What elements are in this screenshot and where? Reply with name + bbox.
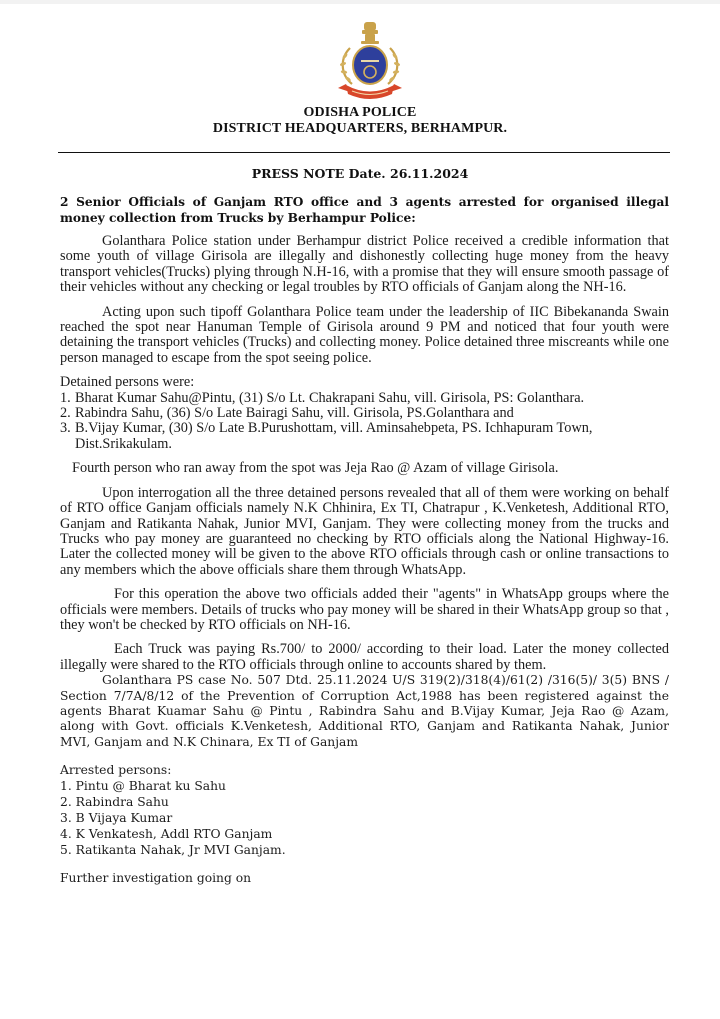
- list-number: 1.: [60, 389, 71, 406]
- org-name: ODISHA POLICE: [303, 105, 417, 120]
- paragraph-payment: Each Truck was paying Rs.700/ to 2000/ according to their load. Later the money collected illegally were shared to the RTO officials through online to accounts shared by them.: [60, 641, 669, 673]
- list-text: B.Vijay Kumar, (30) S/o Late B.Purushottam, vill. Aminsahebpeta, PS. Ichhapuram Town, Dist.Srikakulam.: [75, 420, 593, 452]
- list-item: 2. Rabindra Sahu: [60, 795, 169, 810]
- odisha-police-emblem-icon: [328, 18, 412, 100]
- closing-line: Further investigation going on: [60, 871, 252, 886]
- spacer: [60, 858, 669, 870]
- paragraph-tipoff: Golanthara Police station under Berhampur district Police received a credible information that some youth of village Girisola are illegally and dishonestly collecting huge money from the heavy transport vehicles(Trucks) plying through N.H-16, with a promise that they will ensure smooth passage of their vehicles without any checking or legal troubles by RTO officials of Ganjam along the NH-16.: [60, 233, 669, 296]
- detained-title: Detained persons were:: [60, 374, 195, 391]
- list-number: 3.: [60, 420, 71, 437]
- arrested-list: [60, 778, 669, 858]
- press-note-title: PRESS NOTE Date. 26.11.2024: [251, 166, 469, 181]
- list-text: Bharat Kumar Sahu@Pintu, (31) S/o Lt. Chakrapani Sahu, vill. Girisola, PS: Golanthara.: [75, 389, 585, 406]
- paragraph-case: Golanthara PS case No. 507 Dtd. 25.11.2024 U/S 319(2)/318(4)/61(2) /316(5)/ 3(5) BNS / Section 7/7A/8/12 of the Prevention of Corruption Act,1988 has been registered against the agents Bharat Kuamar Sahu @ Pintu , Rabindra Sahu and B.Vijay Kumar, Jeja Rao @ Azam, along with Govt. officials K.Venketesh, Additional RTO, Ganjam and Ratikanta Nahak, Junior MVI, Ganjam and N.K Chinara, Ex TI of Ganjam: [60, 673, 669, 749]
- list-text: Rabindra Sahu, (36) S/o Late Bairagi Sahu, vill. Girisola, PS.Golanthara and: [75, 405, 514, 422]
- list-item: [60, 391, 669, 406]
- press-note-body: [60, 194, 669, 886]
- list-item: [60, 406, 669, 421]
- paragraph-interrogation: Upon interrogation all the three detained persons revealed that all of them were working on behalf of RTO office Ganjam officials namely N.K Chhinira, Ex TI, Chatrapur , K.Venketesh, Additional RTO, Ganjam and Ratikanta Nahak, Junior MVI, Ganjam. They were collecting money from the trucks and Trucks who pay money are guaranteed no checking by RTO officials along the National Highway-16. Later the collected money will be given to the above RTO officials through cash or online transactions to any members which the above officials share them through WhatsApp.: [60, 484, 669, 578]
- paragraph-whatsapp: For this operation the above two officials added their "agents" in WhatsApp groups where the officials were members. Details of trucks who pay money will be shared in their WhatsApp group so that , they won't be checked by RTO officials on NH-16.: [60, 586, 669, 633]
- list-item: 4. K Venkatesh, Addl RTO Ganjam: [60, 827, 273, 842]
- spacer: [60, 750, 669, 762]
- header-divider: [58, 152, 670, 153]
- paragraph-fourth-person: Fourth person who ran away from the spot was Jeja Rao @ Azam of village Girisola.: [72, 460, 559, 477]
- list-number: 2.: [60, 405, 71, 422]
- list-item: [60, 421, 669, 452]
- arrested-title: Arrested persons:: [60, 763, 172, 778]
- list-item: 3. B Vijaya Kumar: [60, 811, 173, 826]
- headline: 2 Senior Officials of Ganjam RTO office and 3 agents arrested for organised illegal money collection from Trucks by Berhampur Police:: [60, 195, 669, 225]
- paragraph-action: Acting upon such tipoff Golanthara Police team under the leadership of IIC Bibekananda Swain reached the spot near Hanuman Temple of Girisola around 9 PM and noticed that four youth were detaining the transport vehicles (Trucks) and collecting money. Police detained three miscreants while one person managed to escape from the spot seeing police.: [60, 303, 669, 366]
- detained-list: [60, 391, 669, 453]
- list-item: 1. Pintu @ Bharat ku Sahu: [60, 779, 226, 794]
- top-strip: [0, 0, 720, 4]
- list-item: 5. Ratikanta Nahak, Jr MVI Ganjam.: [60, 843, 286, 858]
- org-header: [0, 105, 720, 137]
- office-name: DISTRICT HEADQUARTERS, BERHAMPUR.: [212, 121, 508, 136]
